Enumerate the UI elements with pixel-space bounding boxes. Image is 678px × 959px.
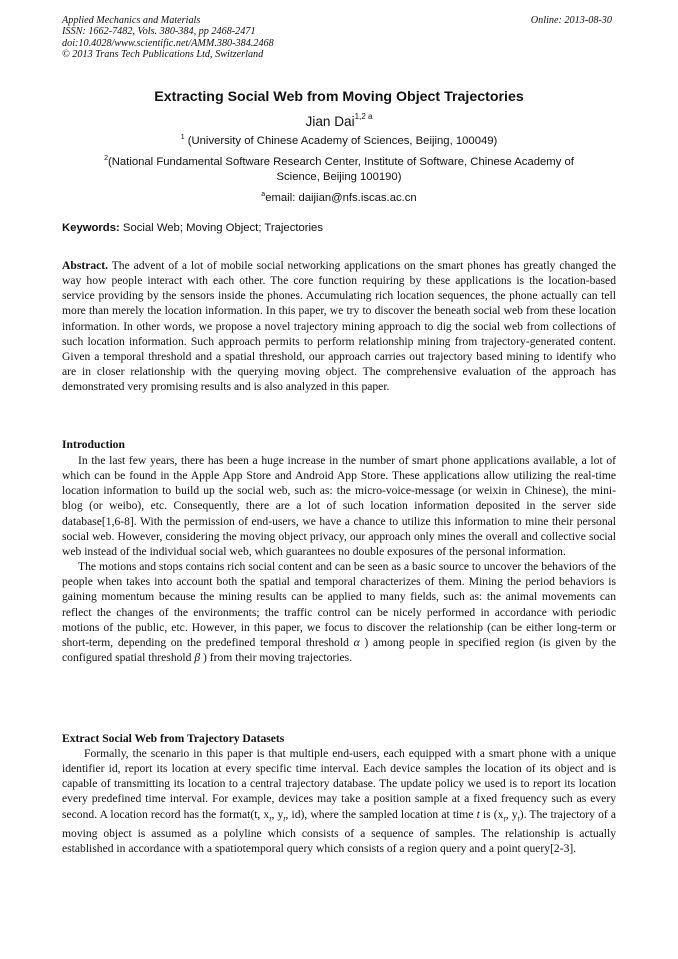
record-mid: , y xyxy=(271,807,284,821)
intro-paragraph-2 xyxy=(62,559,616,665)
copyright-line: © 2013 Trans Tech Publications Ltd, Switzerland xyxy=(62,49,264,61)
intro-p2-part-c: ) from their moving trajectories. xyxy=(203,651,353,665)
online-date: Online: 2013-08-30 xyxy=(530,15,612,26)
record-open: (t, x xyxy=(250,807,270,821)
author-affiliation-mark: 1,2 a xyxy=(354,112,373,121)
keywords-label: Keywords: xyxy=(62,222,120,234)
loc-close: ) xyxy=(519,807,524,821)
abstract-text: The advent of a lot of mobile social networking applications on the smart phones has greatly changed the way how people interact with each other. The core function requiring by these applications is the location-based service providing by the sensors inside the phones. Accumulating rich location sequences, the phone actually can tell more than merely the location information. In this paper, we try to discover the beneath social web from these location information. In other words, we propose a novel trajectory mining approach to dig the social web from collections of such location information. Such approach permits to perform relationship mining from trajectory-generated content. Given a temporal threshold and a spatial threshold, our approach carries out trajectory based mining to identify who are in closer relationship with the querying moving object. The comprehensive evaluation of the approach has demonstrated very promising results and is also analyzed in this paper. xyxy=(62,259,616,394)
journal-name: Applied Mechanics and Materials xyxy=(62,15,201,26)
section-2-paragraph xyxy=(62,746,616,856)
keywords-text: Social Web; Moving Object; Trajectories xyxy=(122,222,323,234)
sec2-part-a: Formally, the scenario in this paper is that multiple end-users, each equipped with a smart phone with a unique identifier id, report its location at every specific time interval. Each device samples the location of its object and is capable of transmitting its location to a central trajectory database. The update policy we used is to report its location every predefined time interval. For example, devices may take a position sample at a fixed frequency such as every second. A location record has the format xyxy=(62,747,616,821)
record-close: , id) xyxy=(285,807,305,821)
abstract xyxy=(62,258,616,394)
email-text: email: daijian@nfs.iscas.ac.cn xyxy=(265,192,417,204)
intro-p2-part-b: ) among people in specified region (is given by the configured spatial threshold xyxy=(62,635,616,665)
affiliation-2 xyxy=(62,152,616,184)
sec2-part-c: is xyxy=(482,807,491,821)
sec2-part-b: , where the sampled location at time xyxy=(304,807,474,821)
affiliation-1 xyxy=(62,131,616,149)
affiliation-1-mark: 1 xyxy=(180,134,185,141)
section-2-heading: Extract Social Web from Trajectory Datasets xyxy=(62,732,285,745)
loc-sub-1: t xyxy=(503,813,506,823)
email-line xyxy=(62,188,616,206)
author-line xyxy=(62,112,616,129)
sec2-part-d: . The trajectory of a moving object is assumed as a polyline which consists of a sequence of samples. The relationship is actually established in accordance with a spatiotemporal query which consists of a region query and a point query[2-3]. xyxy=(62,807,616,856)
record-sub-2: t xyxy=(283,813,286,823)
affiliation-2-text-cont: Science, Beijing 100190) xyxy=(276,170,402,183)
loc-open: (x xyxy=(493,807,504,821)
email-mark: a xyxy=(261,191,266,198)
affiliation-1-text: (University of Chinese Academy of Sciences, Beijing, 100049) xyxy=(187,135,498,147)
introduction-heading: Introduction xyxy=(62,438,125,451)
issn-line: ISSN: 1662-7482, Vols. 380-384, pp 2468-2471 xyxy=(62,26,256,38)
journal-header xyxy=(62,15,274,61)
sampled-location xyxy=(494,808,524,821)
alpha-symbol: α xyxy=(353,635,360,649)
author-name: Jian Dai xyxy=(305,114,355,129)
abstract-label: Abstract. xyxy=(62,259,109,272)
introduction-body xyxy=(62,453,616,665)
intro-paragraph-1: In the last few years, there has been a huge increase in the number of smart phone applications available, a lot of which can be found in the Apple App Store and Android App Store. These applications allow utilizing the real-time location information to build up the social web, such as: the micro-voice-message (or weixin in Chinese), the mini-blog (or weibo), etc. Consequently, there are a lot of such location information deposited in the server side database[1,6-8]. With the permission of end-users, we have a chance to utilize this information to mine their personal social web. However, considering the moving object privacy, our approach only mines the overall and collective social web instead of the individual social web, which guarantees no double exposures of the personal information. xyxy=(62,454,616,558)
loc-sub-2: t xyxy=(517,813,520,823)
location-record-format xyxy=(250,808,304,821)
section-2-body xyxy=(62,746,616,856)
paper-title: Extracting Social Web from Moving Object Trajectories xyxy=(154,89,524,105)
keywords xyxy=(62,222,616,234)
loc-mid: , y xyxy=(505,807,518,821)
time-variable: t xyxy=(476,807,480,821)
affiliation-2-mark: 2 xyxy=(104,155,108,162)
beta-symbol: β xyxy=(194,651,201,665)
record-sub-1: t xyxy=(269,813,272,823)
doi-line: doi:10.4028/www.scientific.net/AMM.380-384.2468 xyxy=(62,37,274,49)
intro-p2-part-a: The motions and stops contains rich social content and can be seen as a basic source to uncover the behaviors of the people when takes into account both the spatial and temporal characterizes of them. Mining the period behaviors is gaining momentum because the mining results can be applied to many fields, such as: the animal movements can reflect the changes of the environments; the traffic control can be nicely performed in accordance with periodic motions of the public, etc. However, in this paper, we focus to discover the relationship (can be either long-term or short-term, depending on the predefined temporal threshold xyxy=(62,560,616,649)
affiliation-2-text: (National Fundamental Software Research Center, Institute of Software, Chinese Academy of xyxy=(107,156,574,168)
